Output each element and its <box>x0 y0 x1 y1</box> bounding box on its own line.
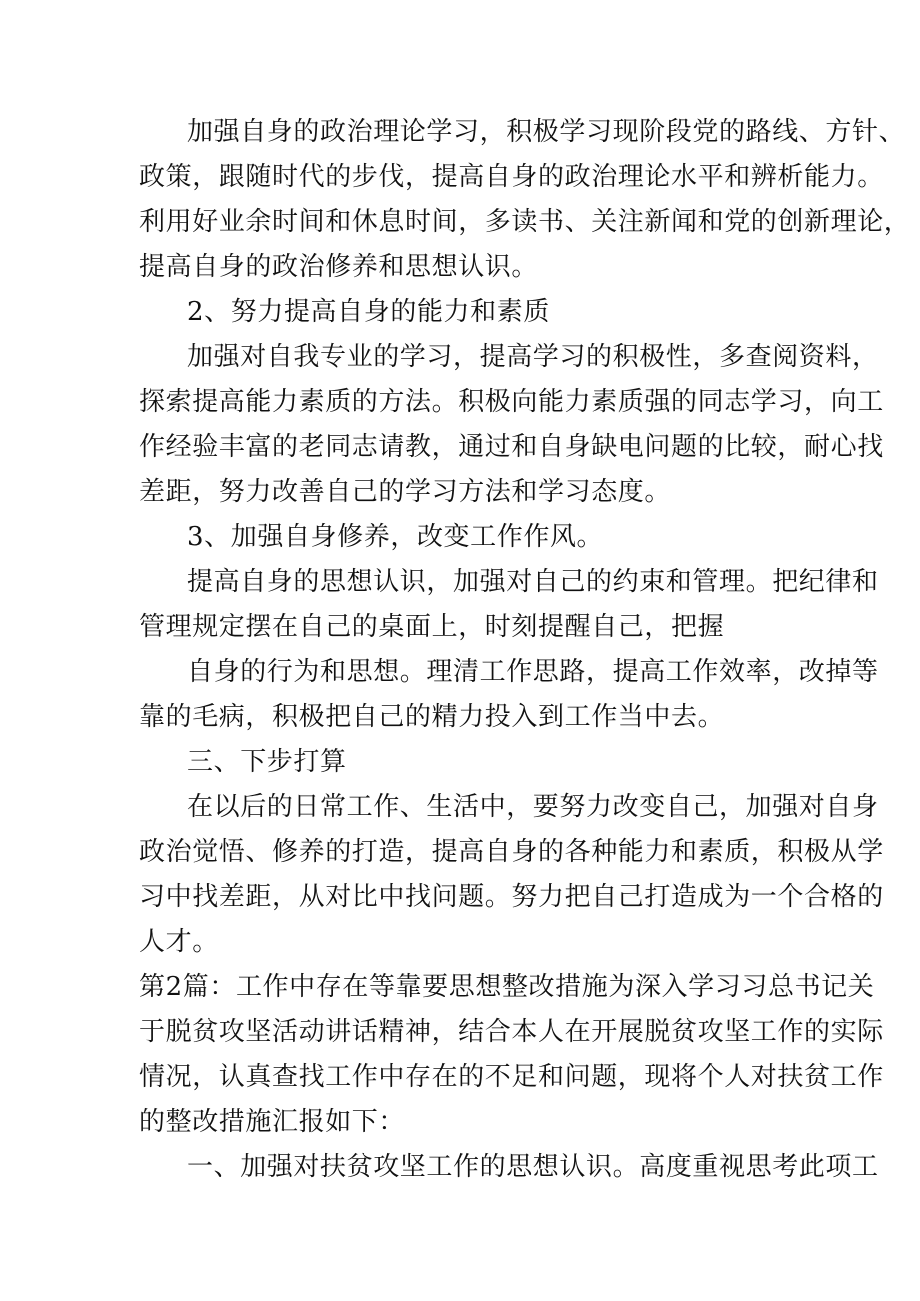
section-heading-2: 2、努力提高自身的能力和素质 <box>187 297 550 327</box>
text-line-11: 提高自身的思想认识，加强对自己的约束和管理。把纪律和 <box>187 567 879 597</box>
text-line-3: 利用好业余时间和休息时间，多读书、关注新闻和党的创新理论， <box>139 207 911 237</box>
article-2-heading: 第2篇：工作中存在等靠要思想整改措施为深入学习习总书记关 <box>139 972 875 1002</box>
text-line-4: 提高自身的政治修养和思想认识。 <box>139 252 539 282</box>
text-line-22: 情况，认真查找工作中存在的不足和问题，现将个人对扶贫工作 <box>139 1062 884 1092</box>
text-line-13: 自身的行为和思想。理清工作思路，提高工作效率，改掉等 <box>187 657 879 687</box>
text-line-23: 的整改措施汇报如下： <box>139 1107 406 1137</box>
text-line-1: 加强自身的政治理论学习，积极学习现阶段党的路线、方针、 <box>187 117 906 147</box>
text-line-24: 一、加强对扶贫攻坚工作的思想认识。高度重视思考此项工 <box>187 1152 879 1182</box>
text-line-8: 作经验丰富的老同志请教，通过和自身缺电问题的比较，耐心找 <box>139 432 884 462</box>
text-line-21: 于脱贫攻坚活动讲话精神，结合本人在开展脱贫攻坚工作的实际 <box>139 1017 884 1047</box>
text-line-18: 习中找差距，从对比中找问题。努力把自己打造成为一个合格的 <box>139 882 884 912</box>
text-line-17: 政治觉悟、修养的打造，提高自身的各种能力和素质，积极从学 <box>139 837 884 867</box>
text-line-9: 差距，努力改善自己的学习方法和学习态度。 <box>139 477 672 507</box>
text-line-16: 在以后的日常工作、生活中，要努力改变自己，加强对自身 <box>187 792 879 822</box>
text-line-7: 探索提高能力素质的方法。积极向能力素质强的同志学习，向工 <box>139 387 884 417</box>
text-line-6: 加强对自我专业的学习，提高学习的积极性，多查阅资料， <box>187 342 879 372</box>
section-heading-next-steps: 三、下步打算 <box>187 747 347 777</box>
text-line-14: 靠的毛病，积极把自己的精力投入到工作当中去。 <box>139 702 725 732</box>
section-heading-3: 3、加强自身修养，改变工作作风。 <box>187 522 604 552</box>
text-line-12: 管理规定摆在自己的桌面上，时刻提醒自己，把握 <box>139 612 725 642</box>
text-line-2: 政策，跟随时代的步伐，提高自身的政治理论水平和辨析能力。 <box>139 162 884 192</box>
text-line-19: 人才。 <box>139 927 219 957</box>
